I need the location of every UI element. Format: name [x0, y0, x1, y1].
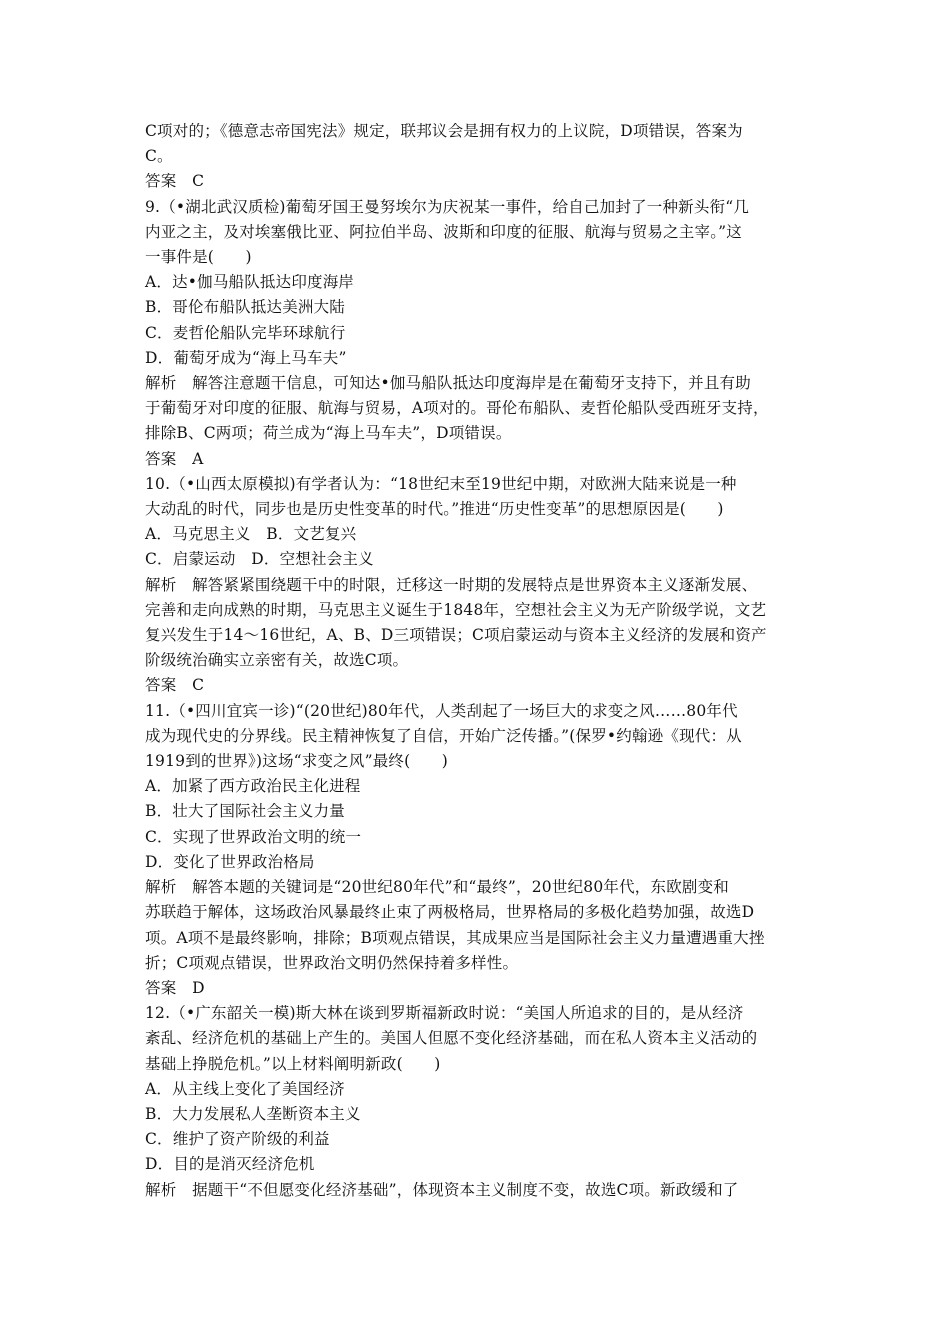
question-9-stem: 9.（•湖北武汉质检)葡萄牙国王曼努埃尔为庆祝某一事件，给自己加封了一种新头衔“几 — [145, 197, 750, 216]
question-9-stem: 内亚之主，及对埃塞俄比亚、阿拉伯半岛、波斯和印度的征服、航海与贸易之主宰。”这 — [145, 222, 742, 241]
question-9-option-a: A．达•伽马船队抵达印度海岸 — [145, 273, 355, 292]
question-12-option-c: C．维护了资产阶级的利益 — [145, 1130, 330, 1149]
question-10-analysis: 复兴发生于14～16世纪，A、B、D三项错误；C项启蒙运动与资本主义经济的发展和资产 — [145, 626, 767, 645]
document-body — [145, 119, 815, 1203]
question-11-option-a: A．加紧了西方政治民主化进程 — [145, 777, 361, 796]
text-line: C。 — [145, 147, 173, 166]
question-11-stem: 1919到的世界》)这场“求变之风”最终( ) — [145, 752, 448, 771]
question-10-analysis: 完善和走向成熟的时期，马克思主义诞生于1848年，空想社会主义为无产阶级学说，文艺 — [145, 600, 767, 619]
question-9-analysis: 排除B、C两项；荷兰成为“海上马车夫”，D项错误。 — [145, 424, 512, 443]
text-line: C项对的；《德意志帝国宪法》规定，联邦议会是拥有权力的上议院，D项错误，答案为 — [145, 122, 743, 140]
question-10-options-ab: A．马克思主义 B．文艺复兴 — [145, 525, 357, 544]
question-9-option-d: D．葡萄牙成为“海上马车夫” — [145, 348, 347, 367]
question-10-stem: 大动乱的时代，同步也是历史性变革的时代。”推进“历史性变革”的思想原因是( ) — [145, 500, 724, 519]
question-11-analysis: 项。A项不是最终影响，排除；B项观点错误，其成果应当是国际社会主义力量遭遇重大挫 — [145, 928, 765, 947]
question-12-stem: 12.（•广东韶关一模)斯大林在谈到罗斯福新政时说：“美国人所追求的目的，是从经济 — [145, 1004, 744, 1023]
question-11-analysis: 解析 解答本题的关键词是“20世纪80年代”和“最终”，20世纪80年代，东欧剧变和 — [145, 878, 729, 897]
question-12-stem: 紊乱、经济危机的基础上产生的。美国人但愿不变化经济基础，而在私人资本主义活动的 — [145, 1029, 758, 1048]
question-9-answer: 答案 A — [145, 449, 204, 468]
question-9-option-c: C．麦哲伦船队完毕环球航行 — [145, 323, 346, 342]
question-12-stem: 基础上挣脱危机。”以上材料阐明新政( ) — [145, 1054, 441, 1073]
question-9-option-b: B．哥伦布船队抵达美洲大陆 — [145, 298, 345, 317]
question-11-stem: 11.（•四川宜宾一诊)“(20世纪)80年代，人类刮起了一场巨大的求变之风……80年代 — [145, 701, 738, 720]
question-10-analysis: 阶级统治确实立亲密有关，故选C项。 — [145, 651, 409, 670]
question-10-stem: 10.（•山西太原模拟)有学者认为：“18世纪末至19世纪中期，对欧洲大陆来说是一种 — [145, 474, 737, 493]
question-11-analysis: 苏联趋于解体，这场政治风暴最终止束了两极格局，世界格局的多极化趋势加强，故选D — [145, 903, 755, 922]
question-11-option-c: C．实现了世界政治文明的统一 — [145, 827, 362, 846]
question-12-option-b: B．大力发展私人垄断资本主义 — [145, 1104, 361, 1123]
question-12-option-a: A．从主线上变化了美国经济 — [145, 1079, 345, 1098]
question-11-analysis: 折；C项观点错误，世界政治文明仍然保持着多样性。 — [145, 953, 519, 972]
question-12-option-d: D．目的是消灭经济危机 — [145, 1155, 315, 1174]
question-9-analysis: 解析 解答注意题干信息，可知达•伽马船队抵达印度海岸是在葡萄牙支持下，并且有助 — [145, 374, 751, 393]
question-9-stem: 一事件是( ) — [145, 248, 252, 267]
question-10-options-cd: C．启蒙运动 D．空想社会主义 — [145, 550, 374, 569]
question-10-answer: 答案 C — [145, 676, 205, 695]
question-10-analysis: 解析 解答紧紧围绕题干中的时限，迁移这一时期的发展特点是世界资本主义逐渐发展、 — [145, 575, 758, 594]
question-9-analysis: 于葡萄牙对印度的征服、航海与贸易，A项对的。哥伦布船队、麦哲伦船队受西班牙支持， — [145, 399, 769, 418]
question-11-option-d: D．变化了世界政治格局 — [145, 852, 315, 871]
answer-line: 答案 C — [145, 172, 205, 191]
question-11-option-b: B．壮大了国际社会主义力量 — [145, 802, 345, 821]
question-11-stem: 成为现代史的分界线。民主精神恢复了自信，开始广泛传播。”(保罗•约翰逊《现代：从 — [145, 726, 742, 745]
question-12-analysis: 解析 据题干“不但愿变化经济基础”，体现资本主义制度不变，故选C项。新政缓和了 — [145, 1180, 739, 1199]
question-11-answer: 答案 D — [145, 978, 205, 997]
